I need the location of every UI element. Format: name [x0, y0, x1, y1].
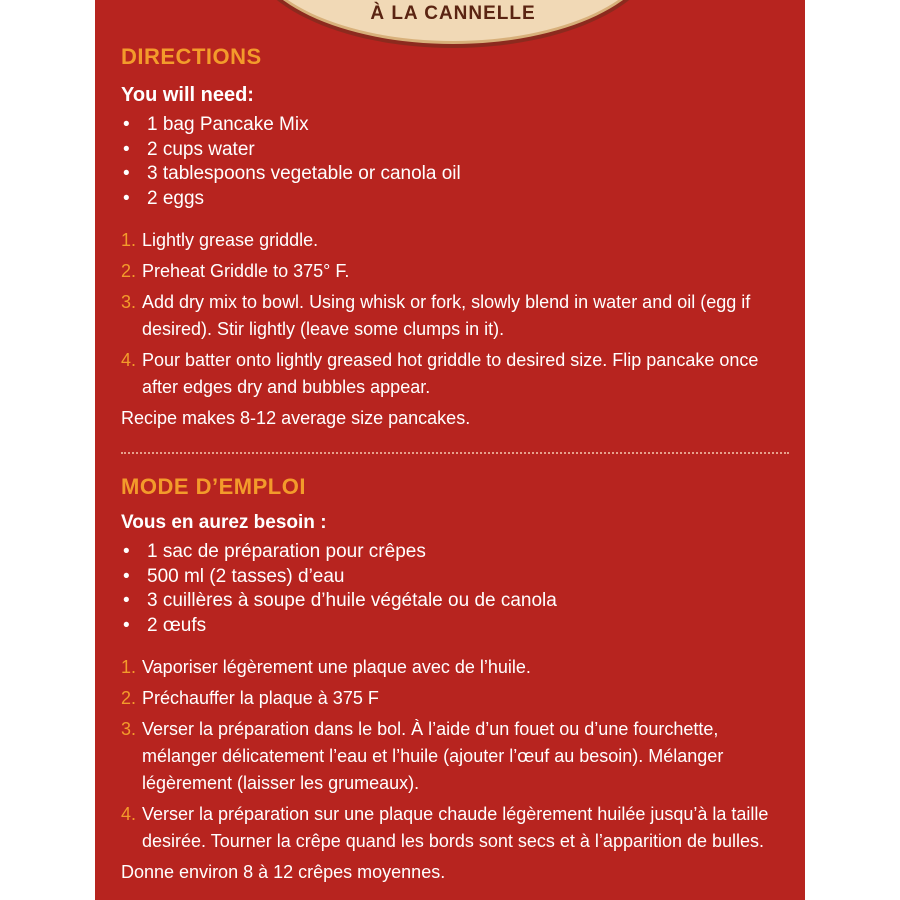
package-panel: [95, 0, 805, 900]
recipe-yield-en: Recipe makes 8-12 average size pancakes.: [121, 408, 471, 428]
step-item: [121, 716, 789, 797]
bullet-icon: •: [123, 565, 130, 587]
bullet-icon: •: [123, 614, 130, 636]
step-number: 1.: [121, 657, 137, 677]
bullet-icon: •: [123, 590, 130, 611]
list-item: • 3 cuillères à soupe d’huile végétale ou de canola: [121, 589, 789, 614]
step-item: [121, 227, 789, 254]
bullet-icon: •: [123, 114, 130, 135]
steps-list-en: [121, 227, 789, 401]
bullet-icon: •: [123, 138, 130, 160]
you-will-need-heading: You will need:: [121, 84, 254, 106]
vous-en-aurez-besoin-heading: Vous en aurez besoin :: [121, 512, 327, 533]
label-text: À LA CANNELLE: [370, 3, 536, 24]
bullet-icon: •: [123, 187, 130, 209]
step-text: Préchauffer la plaque à 375 F: [142, 688, 379, 708]
step-text: Verser la préparation dans le bol. À l’aide d’un fouet ou d’une fourchette, mélanger délicatement l’eau et l’huile (ajouter l’œuf au besoin). Mélanger légèrement (laisser les grumeaux).: [142, 719, 724, 793]
step-item: [121, 347, 789, 401]
bullet-icon: •: [123, 163, 130, 184]
dotted-divider: [121, 452, 789, 454]
step-number: 2.: [121, 261, 137, 281]
ingredients-list-fr: [121, 540, 789, 638]
list-item: • 2 œufs: [121, 614, 789, 639]
step-number: 3.: [121, 719, 137, 739]
step-number: 3.: [121, 292, 137, 312]
product-label-arc: [250, 0, 656, 44]
step-text: Preheat Griddle to 375° F.: [142, 261, 350, 281]
directions-content: [121, 44, 789, 886]
ingredients-list-en: [121, 113, 789, 211]
directions-title: DIRECTIONS: [121, 44, 262, 69]
step-number: 4.: [121, 804, 137, 824]
bullet-icon: •: [123, 541, 130, 562]
step-number: 2.: [121, 688, 137, 708]
list-item: • 2 eggs: [121, 187, 789, 212]
step-item: [121, 801, 789, 855]
step-item: [121, 289, 789, 343]
step-item: [121, 685, 789, 712]
step-text: Pour batter onto lightly greased hot griddle to desired size. Flip pancake once after edges dry and bubbles appear.: [142, 350, 759, 397]
recipe-yield-fr: Donne environ 8 à 12 crêpes moyennes.: [121, 862, 446, 882]
step-number: 1.: [121, 230, 137, 250]
step-text: Vaporiser légèrement une plaque avec de l’huile.: [142, 657, 531, 677]
step-text: Verser la préparation sur une plaque chaude légèrement huilée jusqu’à la taille desirée. Tourner la crêpe quand les bords sont secs et à l’apparition de bulles.: [142, 804, 769, 851]
step-item: [121, 654, 789, 681]
list-item: • 500 ml (2 tasses) d’eau: [121, 565, 789, 590]
mode-emploi-title: MODE D’EMPLOI: [121, 474, 306, 499]
steps-list-fr: [121, 654, 789, 855]
step-text: Add dry mix to bowl. Using whisk or fork, slowly blend in water and oil (egg if desired). Stir lightly (leave some clumps in it).: [142, 292, 751, 339]
list-item: • 1 sac de préparation pour crêpes: [121, 540, 789, 565]
step-text: Lightly grease griddle.: [142, 230, 319, 250]
step-item: [121, 258, 789, 285]
list-item: • 1 bag Pancake Mix: [121, 113, 789, 138]
list-item: • 2 cups water: [121, 138, 789, 163]
list-item: • 3 tablespoons vegetable or canola oil: [121, 162, 789, 187]
step-number: 4.: [121, 350, 137, 370]
